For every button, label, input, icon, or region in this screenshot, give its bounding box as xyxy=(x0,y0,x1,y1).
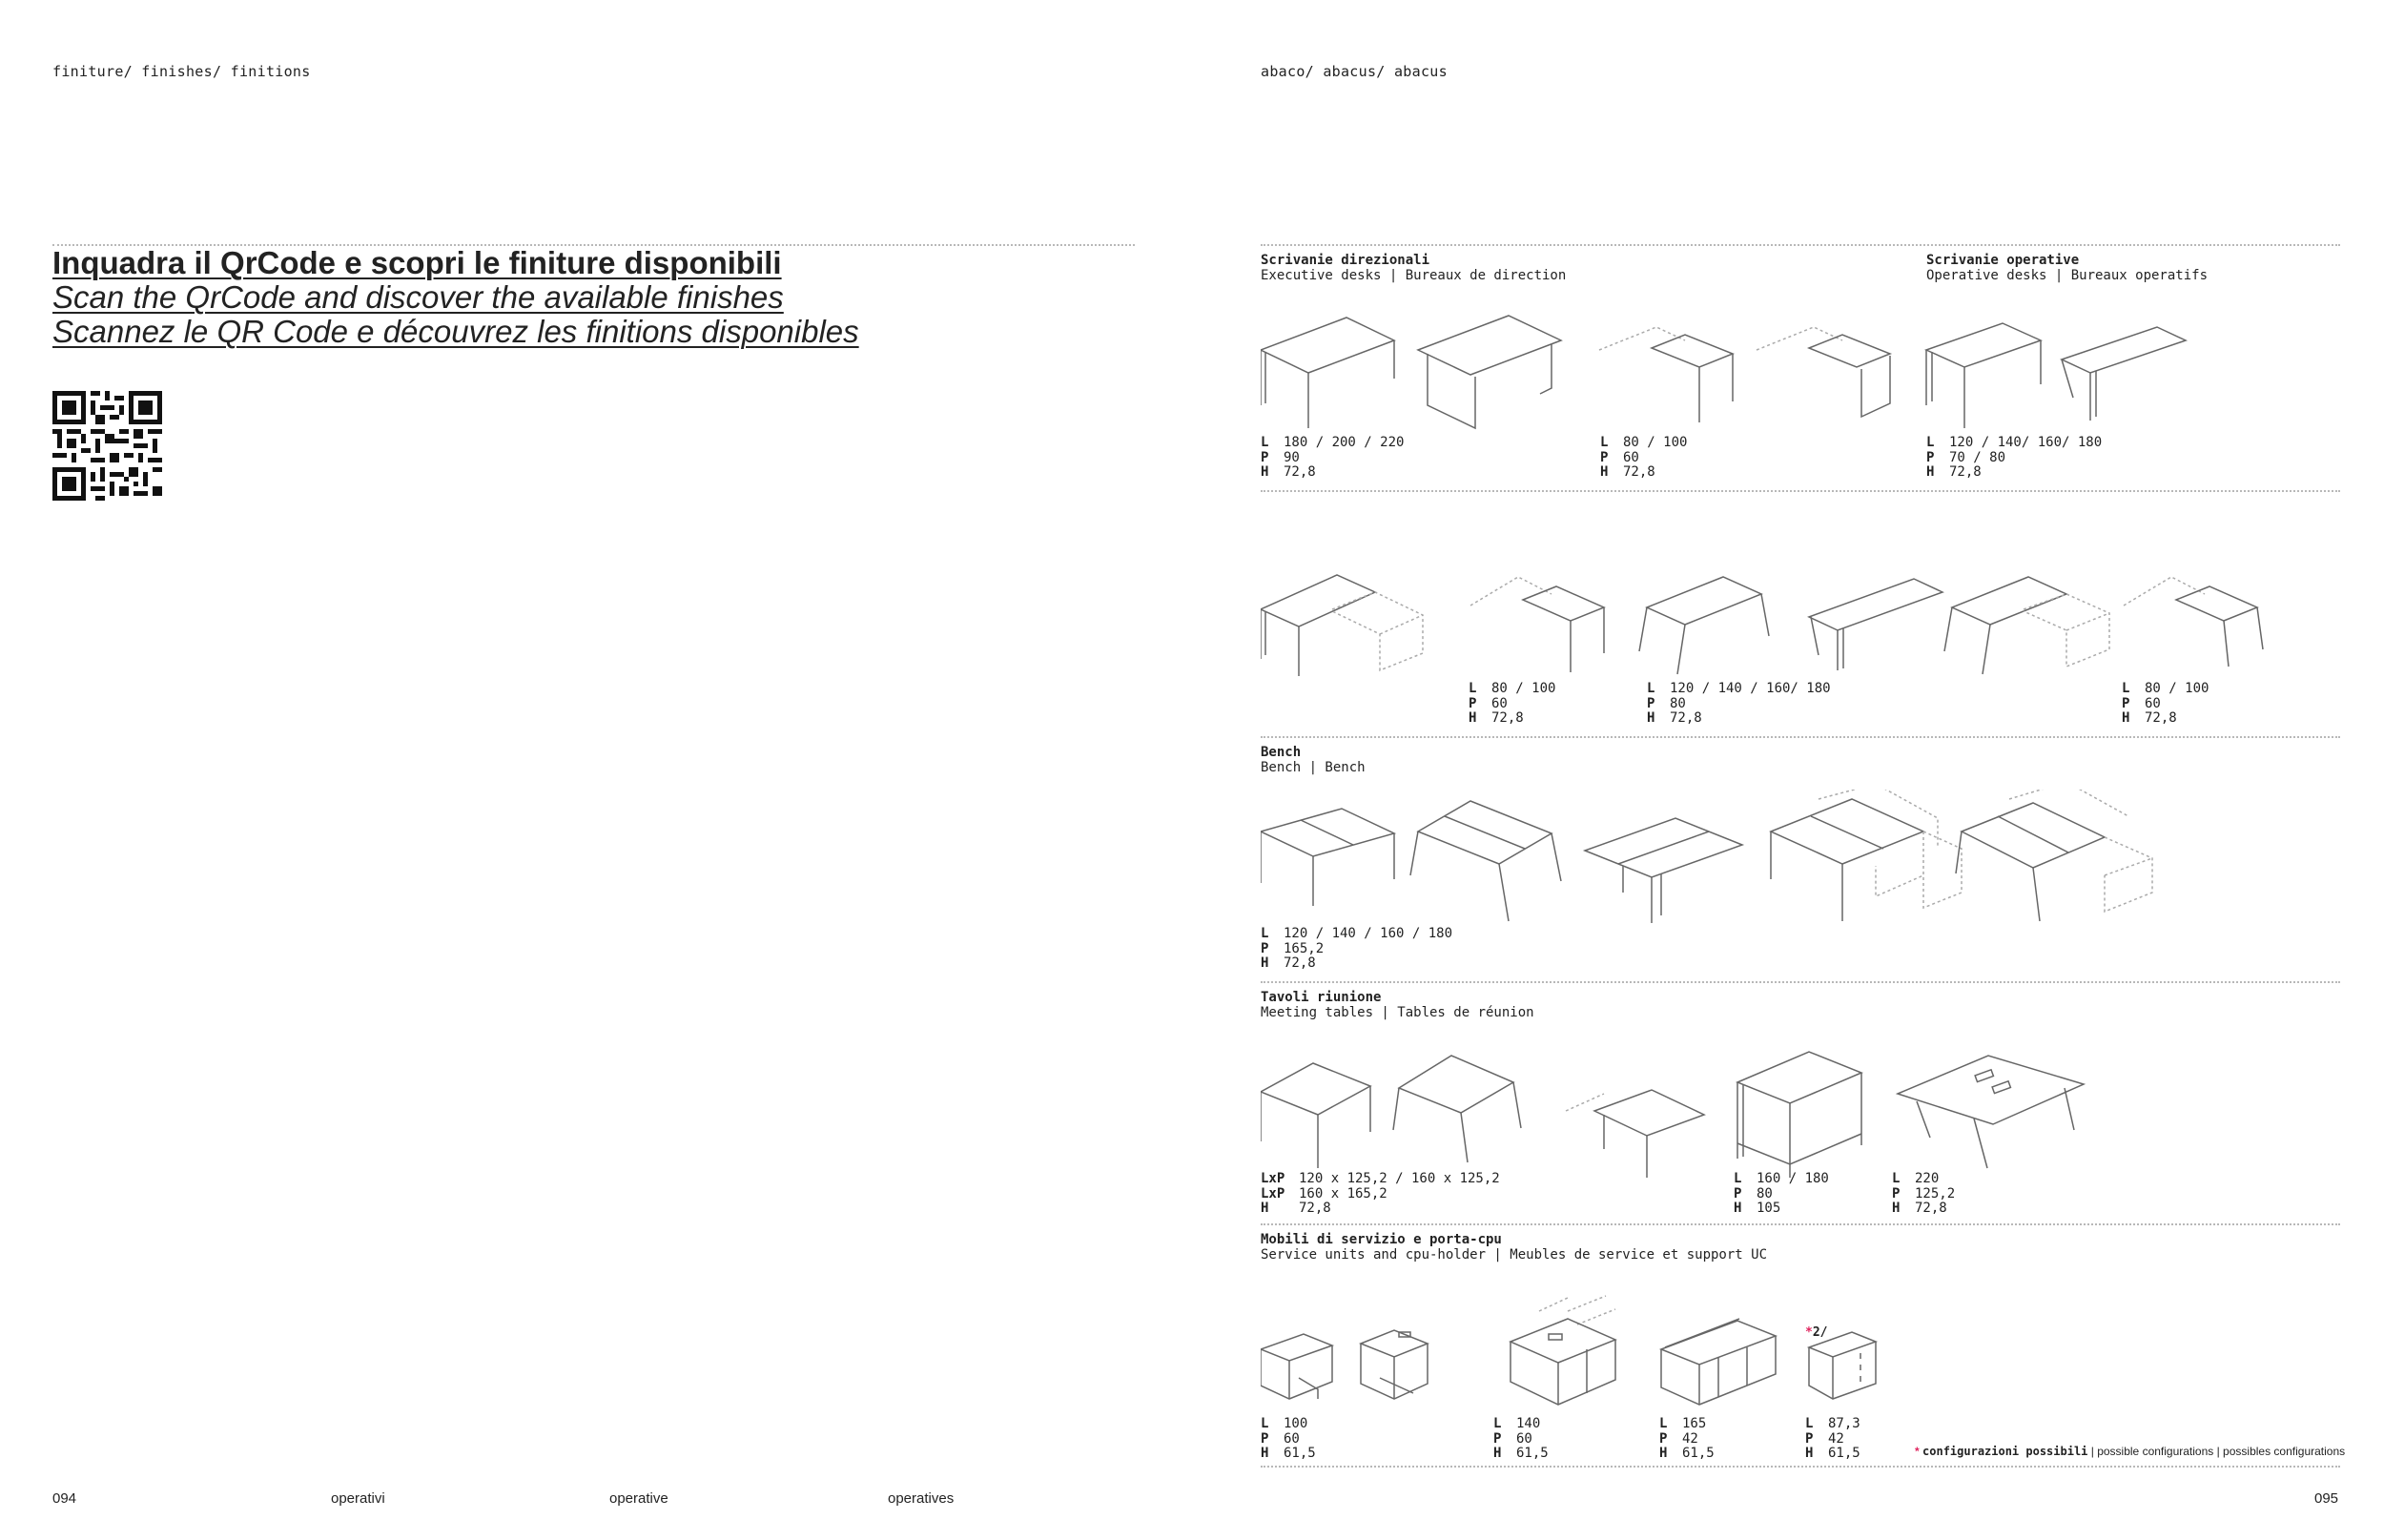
dim-key: LxP xyxy=(1261,1171,1285,1186)
dim-value: 120 / 140/ 160/ 180 xyxy=(1949,435,2103,450)
desk-with-return-icon xyxy=(1261,575,1423,676)
dim-value: 120 x 125,2 / 160 x 125,2 xyxy=(1299,1171,1500,1186)
dim-value: 72,8 xyxy=(1284,464,1316,480)
bench-angled-leg-icon xyxy=(1410,801,1561,921)
dim-value: 72,8 xyxy=(1949,464,1982,480)
meeting-table-extension-icon xyxy=(1566,1090,1704,1178)
dims-row2-a xyxy=(1469,682,1555,727)
return-extension-icon xyxy=(1470,577,1604,672)
angled-leg-extension-icon xyxy=(1809,579,1942,670)
section-subtitle: Service units and cpu-holder | Meubles de service et support UC xyxy=(1261,1247,1768,1263)
dim-value: 72,8 xyxy=(1299,1201,1331,1216)
dim-value: 70 / 80 xyxy=(1949,449,2006,465)
service-unit-cpu-icon xyxy=(1361,1330,1428,1399)
drawer-unit-icon xyxy=(1809,1332,1876,1399)
dim-value: 165 xyxy=(1682,1416,1707,1431)
dim-key: H xyxy=(1892,1201,1901,1216)
angled-leg-desk-icon xyxy=(1639,577,1769,674)
footer-label-it: operativi xyxy=(331,1490,385,1507)
divider xyxy=(1261,1466,2340,1468)
dim-key: P xyxy=(1261,449,1269,465)
dim-key: L xyxy=(1805,1416,1814,1431)
dim-value: 80 / 100 xyxy=(2145,681,2209,696)
divider xyxy=(1261,736,2340,738)
dim-key: H xyxy=(2122,710,2130,726)
configurations-legend xyxy=(1915,1445,2345,1458)
dim-key: L xyxy=(1261,435,1269,450)
dim-key: L xyxy=(1926,435,1935,450)
dim-value: 42 xyxy=(1682,1430,1698,1447)
high-meeting-table-icon xyxy=(1737,1052,1861,1178)
dim-key: L xyxy=(1469,681,1477,696)
dim-value: 60 xyxy=(1516,1430,1532,1447)
section-subtitle: Bench | Bench xyxy=(1261,760,1366,775)
dims-meet-c xyxy=(1892,1172,1955,1217)
config-star-icon: * xyxy=(1805,1325,1813,1340)
section-title: Tavoli riunione xyxy=(1261,990,1382,1005)
dim-value: 120 / 140 / 160/ 180 xyxy=(1670,681,1831,696)
dim-value: 180 / 200 / 220 xyxy=(1284,435,1405,450)
section-operative xyxy=(1926,253,2208,283)
section-bench xyxy=(1261,745,1366,775)
divider xyxy=(1261,244,2340,246)
dims-oper-main xyxy=(1926,436,2102,481)
section-title: Mobili di servizio e porta-cpu xyxy=(1261,1232,1502,1247)
dim-key: H xyxy=(1261,464,1269,480)
dim-value: 72,8 xyxy=(1915,1201,1947,1216)
dim-key: P xyxy=(1493,1430,1502,1447)
dim-key: L xyxy=(1600,435,1609,450)
service-unit-with-shelf-icon xyxy=(1511,1296,1615,1405)
extension-loop-icon xyxy=(1757,327,1890,417)
dim-key: P xyxy=(1926,449,1935,465)
section-service xyxy=(1261,1232,1767,1263)
bench-with-storage-icon xyxy=(1771,790,1962,921)
dim-value: 80 / 100 xyxy=(1623,435,1688,450)
dim-value: 100 xyxy=(1284,1416,1308,1431)
dim-value: 60 xyxy=(1284,1430,1300,1447)
bench-angled-with-storage-icon xyxy=(1956,790,2152,921)
dim-value: 80 / 100 xyxy=(1491,681,1556,696)
executive-desk-icon xyxy=(1261,318,1394,428)
headline-fr: Scannez le QR Code e découvrez les finitions disponibles xyxy=(52,314,859,349)
dims-exec-main xyxy=(1261,436,1404,481)
meeting-table-square-icon xyxy=(1261,1063,1370,1168)
left-page-header: finiture/ finishes/ finitions xyxy=(52,63,311,80)
headline-en: Scan the QrCode and discover the available finishes xyxy=(52,279,784,315)
dims-exec-ext xyxy=(1600,436,1687,481)
dims-serv-b xyxy=(1493,1417,1549,1462)
dim-key: P xyxy=(1805,1430,1814,1447)
dim-key: L xyxy=(1261,1416,1269,1431)
dim-value: 165,2 xyxy=(1284,940,1325,956)
desk-illustrations-row2 xyxy=(1261,567,2357,682)
dim-key: P xyxy=(1469,695,1477,711)
dim-key: L xyxy=(1647,681,1655,696)
divider xyxy=(1261,1223,2340,1225)
meeting-table-illustrations xyxy=(1261,1025,2357,1178)
section-title: Scrivanie direzionali xyxy=(1261,253,1430,268)
dim-key: H xyxy=(1493,1446,1502,1461)
footer-label-fr: operatives xyxy=(888,1490,955,1507)
dim-value: 220 xyxy=(1915,1171,1940,1186)
dim-value: 72,8 xyxy=(1284,955,1316,971)
legend-star-icon: * xyxy=(1915,1445,1920,1458)
dim-value: 80 xyxy=(1757,1185,1773,1201)
executive-desk-loop-icon xyxy=(1418,316,1561,428)
dim-key: P xyxy=(1659,1430,1668,1447)
dim-value: 72,8 xyxy=(2145,710,2177,726)
extension-desk-icon xyxy=(1599,327,1733,422)
desk-illustrations-row1 xyxy=(1261,310,2357,434)
dim-key: H xyxy=(1659,1446,1668,1461)
angled-return-extension-icon xyxy=(2124,577,2263,667)
dim-value: 61,5 xyxy=(1284,1446,1316,1461)
config-badge xyxy=(1805,1325,1827,1340)
dim-key: P xyxy=(1892,1185,1901,1201)
headline-it: Inquadra il QrCode e scopri le finiture disponibili xyxy=(52,245,782,280)
dim-value: 42 xyxy=(1828,1430,1844,1447)
dim-key: H xyxy=(1261,1446,1269,1461)
dim-value: 61,5 xyxy=(1682,1446,1715,1461)
dim-key: P xyxy=(1734,1185,1742,1201)
dim-key: H xyxy=(1261,955,1269,971)
dim-value: 61,5 xyxy=(1516,1446,1549,1461)
legend-rest: | possible configurations | possibles configurations xyxy=(2090,1445,2346,1458)
dim-key: P xyxy=(1600,449,1609,465)
dim-value: 160 / 180 xyxy=(1757,1171,1829,1186)
left-page-number: 094 xyxy=(52,1490,77,1507)
bench-illustrations xyxy=(1261,790,2357,928)
dim-value: 60 xyxy=(1491,695,1508,711)
qr-code-icon[interactable] xyxy=(52,391,162,501)
divider xyxy=(1261,490,2340,492)
dims-row2-c xyxy=(2122,682,2209,727)
dim-key: L xyxy=(1493,1416,1502,1431)
service-unit-open-drawers-icon xyxy=(1261,1334,1332,1399)
config-badge-label: 2/ xyxy=(1812,1325,1828,1340)
dim-key: H xyxy=(1600,464,1609,480)
right-page-header: abaco/ abacus/ abacus xyxy=(1261,63,1448,80)
dim-key: L xyxy=(1659,1416,1668,1431)
dims-serv-d xyxy=(1805,1417,1860,1462)
dim-key: P xyxy=(1261,1430,1269,1447)
dim-key: L xyxy=(1734,1171,1742,1186)
dim-key: L xyxy=(2122,681,2130,696)
dims-row2-b xyxy=(1647,682,1831,727)
dim-key: P xyxy=(1261,940,1269,956)
dim-key: H xyxy=(1261,1201,1269,1216)
dim-value: 160 x 165,2 xyxy=(1299,1185,1387,1201)
section-meeting xyxy=(1261,990,1534,1020)
section-title: Bench xyxy=(1261,745,1302,760)
section-subtitle: Executive desks | Bureaux de direction xyxy=(1261,268,1567,283)
right-page-number: 095 xyxy=(2314,1490,2339,1507)
footer-label-en: operative xyxy=(609,1490,668,1507)
dim-value: 61,5 xyxy=(1828,1446,1860,1461)
operative-desk-icon xyxy=(1926,323,2041,428)
dims-meet-b xyxy=(1734,1172,1829,1217)
divider xyxy=(1261,981,2340,983)
angled-desk-with-return-icon xyxy=(1944,577,2109,674)
dim-key: H xyxy=(1926,464,1935,480)
dim-key: H xyxy=(1647,710,1655,726)
dim-value: 125,2 xyxy=(1915,1185,1956,1201)
dim-value: 72,8 xyxy=(1491,710,1524,726)
meeting-table-angled-icon xyxy=(1393,1056,1521,1162)
dim-value: 90 xyxy=(1284,449,1300,465)
dim-key: LxP xyxy=(1261,1185,1285,1201)
bench-straight-leg-icon xyxy=(1261,809,1394,906)
credenza-icon xyxy=(1661,1319,1776,1405)
section-title: Scrivanie operative xyxy=(1926,253,2080,268)
bench-extension-icon xyxy=(1585,818,1742,923)
large-meeting-table-icon xyxy=(1898,1056,2084,1168)
dim-value: 60 xyxy=(2145,695,2161,711)
operative-extension-icon xyxy=(2062,327,2186,421)
dim-value: 87,3 xyxy=(1828,1416,1860,1431)
dim-key: H xyxy=(1469,710,1477,726)
qr-headline xyxy=(52,246,859,349)
dims-serv-c xyxy=(1659,1417,1715,1462)
dim-key: L xyxy=(1261,926,1269,941)
section-subtitle: Operative desks | Bureaux operatifs xyxy=(1926,268,2209,283)
dim-key: P xyxy=(2122,695,2130,711)
legend-bold: configurazioni possibili xyxy=(1922,1445,2088,1458)
dim-value: 60 xyxy=(1623,449,1639,465)
dim-key: H xyxy=(1805,1446,1814,1461)
dim-value: 120 / 140 / 160 / 180 xyxy=(1284,926,1453,941)
service-unit-illustrations xyxy=(1261,1292,2214,1421)
dim-value: 105 xyxy=(1757,1201,1781,1216)
dim-key: H xyxy=(1734,1201,1742,1216)
dim-value: 140 xyxy=(1516,1416,1541,1431)
section-executive xyxy=(1261,253,1566,283)
dims-bench xyxy=(1261,927,1452,972)
dim-value: 72,8 xyxy=(1670,710,1702,726)
dim-value: 80 xyxy=(1670,695,1686,711)
dims-meet-a xyxy=(1261,1172,1500,1217)
dims-serv-a xyxy=(1261,1417,1316,1462)
dim-value: 72,8 xyxy=(1623,464,1655,480)
dim-key: P xyxy=(1647,695,1655,711)
dim-key: L xyxy=(1892,1171,1901,1186)
section-subtitle: Meeting tables | Tables de réunion xyxy=(1261,1005,1534,1020)
